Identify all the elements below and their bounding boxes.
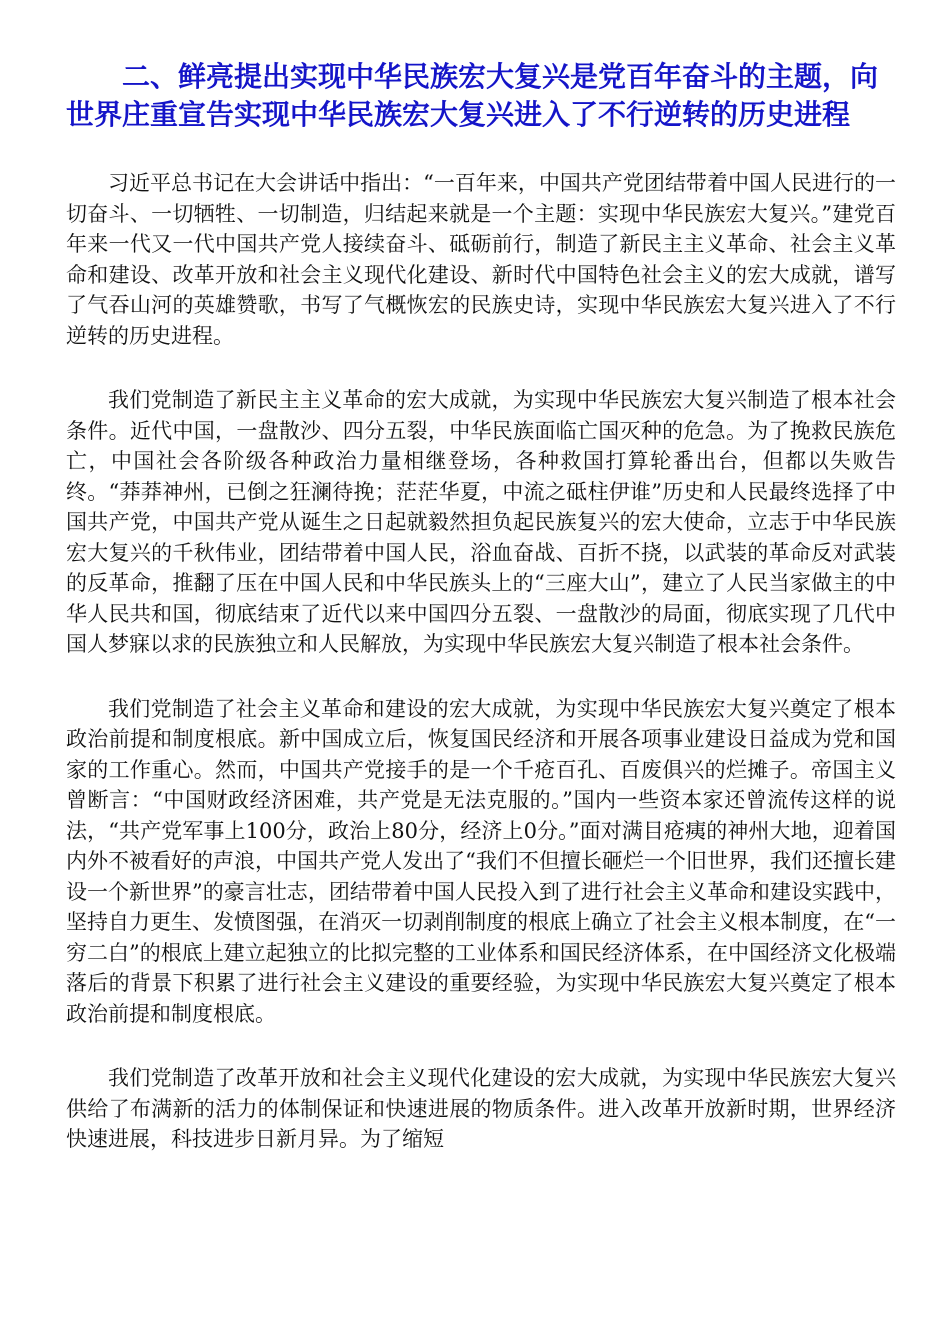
paragraph-1: 习近平总书记在大会讲话中指出：“一百年来，中国共产党团结带着中国人民进行的一切奋斗、一切牺牲、一切制造，归结起来就是一个主题：实现中华民族宏大复兴。”建党百年来一代又一代中国共产党人接续奋斗、砥砺前行，制造了新民主主义革命、社会主义革命和建设、改革开放和社会主义现代化建设、新时代中国特色社会主义的宏大成就，谱写了气吞山河的英雄赞歌，书写了气概恢宏的民族史诗，实现中华民族宏大复兴进入了不行逆转的历史进程。 xyxy=(66,171,896,348)
paragraph-2: 我们党制造了新民主主义革命的宏大成就，为实现中华民族宏大复兴制造了根本社会条件。近代中国，一盘散沙、四分五裂，中华民族面临亡国灭种的危急。为了挽救民族危亡，中国社会各阶级各种政治力量相继登场，各种救国打算轮番出台，但都以失败告终。“莽莽神州，已倒之狂澜待挽；茫茫华夏，中流之砥柱伊谁”历史和人民最终选择了中国共产党，中国共产党从诞生之日起就毅然担负起民族复兴的宏大使命，立志于中华民族宏大复兴的千秋伟业，团结带着中国人民，浴血奋战、百折不挠，以武装的革命反对武装的反革命，推翻了压在中国人民和中华民族头上的“三座大山”，建立了人民当家做主的中华人民共和国，彻底结束了近代以来中国四分五裂、一盘散沙的局面，彻底实现了几代中国人梦寐以求的民族独立和人民解放，为实现中华民族宏大复兴制造了根本社会条件。 xyxy=(66,388,896,656)
paragraph-3: 我们党制造了社会主义革命和建设的宏大成就，为实现中华民族宏大复兴奠定了根本政治前提和制度根底。新中国成立后，恢复国民经济和开展各项事业建设日益成为党和国家的工作重心。然而，中国共产党接手的是一个千疮百孔、百废俱兴的烂摊子。帝国主义曾断言：“中国财政经济困难，共产党是无法克服的。”国内一些资本家还曾流传这样的说法，“共产党军事上100分，政治上80分，经济上0分。”面对满目疮痍的神州大地，迎着国内外不被看好的声浪，中国共产党人发出了“我们不但擅长砸烂一个旧世界，我们还擅长建设一个新世界”的豪言壮志，团结带着中国人民投入到了进行社会主义革命和建设实践中，坚持自力更生、发愤图强，在消灭一切剥削制度的根底上确立了社会主义根本制度，在“一穷二白”的根底上建立起独立的比拟完整的工业体系和国民经济体系，在中国经济文化极端落后的背景下积累了进行社会主义建设的重要经验，为实现中华民族宏大复兴奠定了根本政治前提和制度根底。 xyxy=(66,696,896,1026)
section-heading: 二、鲜亮提出实现中华民族宏大复兴是党百年奋斗的主题，向世界庄重宣告实现中华民族宏大复兴进入了不行逆转的历史进程 xyxy=(66,60,879,131)
document-page xyxy=(66,58,896,1189)
paragraph-4: 我们党制造了改革开放和社会主义现代化建设的宏大成就，为实现中华民族宏大复兴供给了布满新的活力的体制保证和快速进展的物质条件。进入改革开放新时期，世界经济快速进展，科技进步日新月异。为了缩短 xyxy=(66,1066,896,1151)
